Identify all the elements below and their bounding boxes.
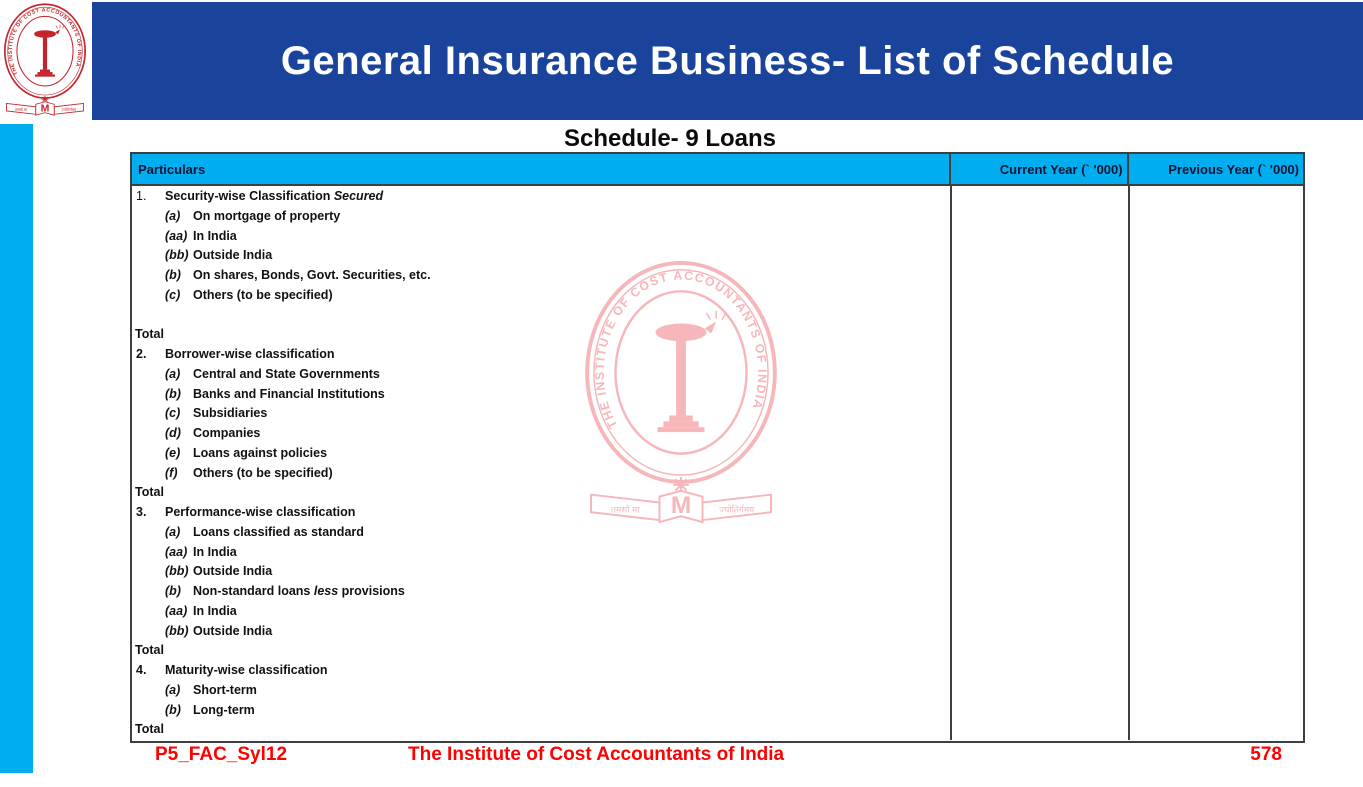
table-line: Total [135,722,164,737]
table-line: (aa) In India [165,544,237,559]
table-line: (aa) In India [165,603,237,618]
institute-logo-icon [3,3,87,116]
table-line: (d) Companies [165,426,261,440]
table-line: 1. Security-wise Classification Secured [136,189,384,203]
col-header-current-year: Current Year (` '000) [949,154,1126,184]
table-line: (aa) In India [165,228,237,243]
table-line: (e) Loans against policies [165,445,328,460]
table-line: (b) Banks and Financial Institutions [165,386,385,401]
col-header-previous-year: Previous Year (` '000) [1127,154,1303,184]
table-line: (b) Non-standard loans less provisions [165,584,405,598]
table-line: (b) On shares, Bonds, Govt. Securities, etc. [165,268,431,282]
table-line: (b) Long-term [165,702,255,717]
table-line: (bb) Outside India [165,564,273,579]
page-title: General Insurance Business- List of Schedule [280,38,1175,83]
footer-paper-code: P5_FAC_Syl12 [155,744,288,765]
table-line: Total [135,485,164,500]
table-line: (a) On mortgage of property [165,208,341,223]
table-line: Total [135,643,164,658]
table-line: (bb) Outside India [165,623,273,638]
table-line: 4. Maturity-wise classification [136,663,328,677]
institute-logo-box [0,0,90,122]
footer-page-number: 578 [1250,744,1282,765]
left-accent-stripe [0,124,33,773]
table-header-row [132,154,1303,186]
table-body [132,186,1303,740]
column-divider-2 [1128,186,1130,740]
schedule-title: Schedule- 9 Loans [563,125,777,152]
table-line: (bb) Outside India [165,248,273,263]
table-line: (a) Short-term [165,682,257,697]
table-line: 2. Borrower-wise classification [136,347,335,361]
table-line: (f) Others (to be specified) [165,465,333,480]
table-line: 3. Performance-wise classification [136,505,356,519]
table-line: (a) Loans classified as standard [165,524,364,539]
loans-table [130,152,1305,743]
table-line: Total [135,327,164,342]
header-banner [92,2,1363,120]
column-divider-1 [950,186,952,740]
footer-institute-name: The Institute of Cost Accountants of India [408,744,785,765]
table-line: (a) Central and State Governments [165,366,380,381]
table-line: (c) Others (to be specified) [165,287,333,302]
table-line: (c) Subsidiaries [165,406,268,421]
col-header-particulars: Particulars [138,161,206,177]
